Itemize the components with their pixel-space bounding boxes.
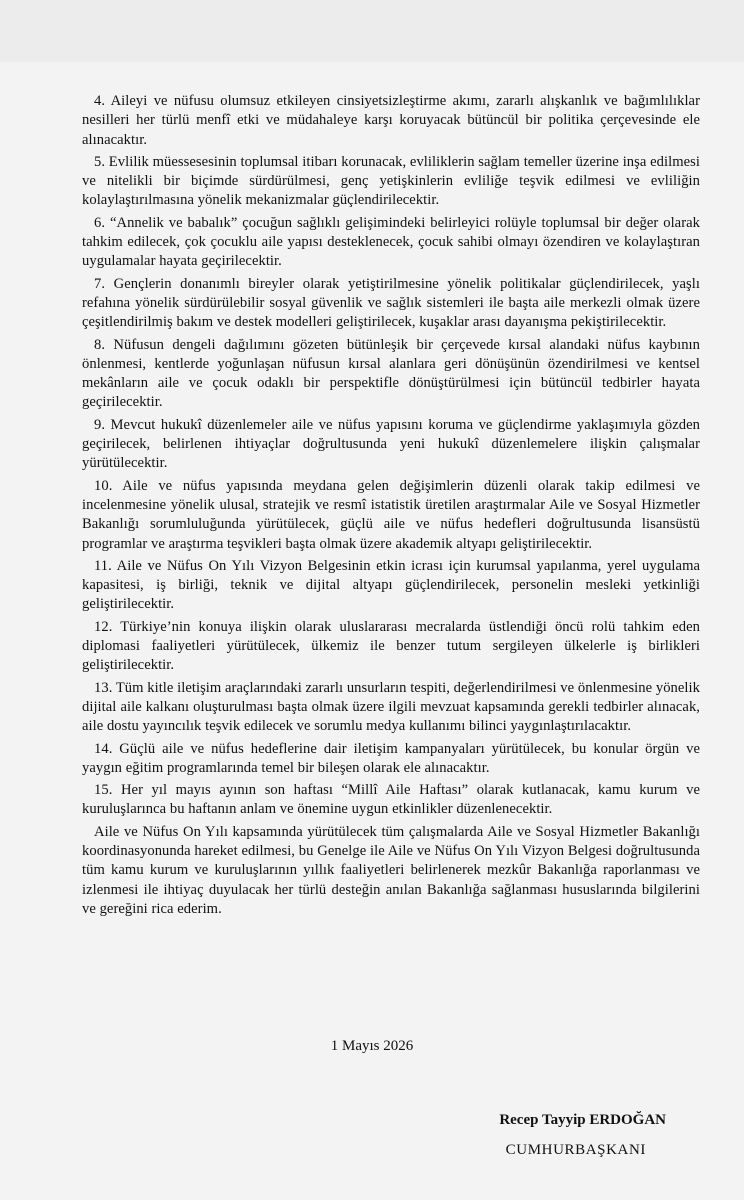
article-8: 8. Nüfusun dengeli dağılımını gözeten bütünleşik bir çerçevede kırsal alandaki nüfus kaybının önlenmesi, kentlerde yoğunlaşan nüfusun kırsal alanlara geri dönüşünün özendirilmesi ve kentsel mekânların aile ve çocuk odaklı bir perspektifle dönüştürülmesi için bütüncül tedbirler hayata geçirilecektir. (82, 336, 700, 411)
article-13: 13. Tüm kitle iletişim araçlarındaki zararlı unsurların tespiti, değerlendirilmesi ve önlenmesine yönelik dijital aile kalkanı oluşturulması başta olmak üzere ilgili mevzuat kapsamında gerekli tedbirler alınacak, aile dostu yayıncılık teşvik edilecek ve sorumlu medya kullanımı bilinci yaygınlaştırılacaktır. (82, 679, 700, 735)
signatory-title: CUMHURBAŞKANI (505, 1142, 646, 1158)
document-page (0, 62, 744, 1200)
article-4: 4. Aileyi ve nüfusu olumsuz etkileyen cinsiyetsizleştirme akımı, zararlı alışkanlık ve bağımlılıklar nesilleri her türlü menfî etki ve müdahaleye karşı koruyacak bütüncül bir politika çerçevesinde ele alınacaktır. (82, 93, 700, 148)
article-9: 9. Mevcut hukukî düzenlemeler aile ve nüfus yapısını koruma ve güçlendirme yaklaşımıyla gözden geçirilecek, belirlenen ihtiyaçlar doğrultusunda yeni hukukî düzenlemelere ilişkin çalışmalar yürütülecektir. (82, 416, 700, 472)
article-11: 11. Aile ve Nüfus On Yılı Vizyon Belgesinin etkin icrası için kurumsal yapılanma, yerel uygulama kapasitesi, iş birliği, teknik ve dijital altyapı güçlendirilecek, personelin mesleki yetkinliği geliştirilecektir. (82, 557, 700, 613)
article-5: 5. Evlilik müessesesinin toplumsal itibarı korunacak, evliliklerin sağlam temeller üzerine inşa edilmesi ve nitelikli bir biçimde sürdürülmesi, genç yetişkinlerin evliliğe teşvik edilmesi ve evliliğin kolaylaştırılmasına yönelik mekanizmalar güçlendirilecektir. (82, 153, 700, 209)
closing-paragraph: Aile ve Nüfus On Yılı kapsamında yürütülecek tüm çalışmalarda Aile ve Sosyal Hizmetler Bakanlığı koordinasyonunda hareket edilmesi, bu Genelge ile Aile ve Nüfus On Yılı Vizyon Belgesi doğrultusunda tüm kamu kurum ve kuruluşlarının yıllık faaliyetleri belirlenerek mezkûr Bakanlığa raporlanması ve izlenmesi ile ihtiyaç duyulacak her türlü desteğin anılan Bakanlığa sağlanması hususlarında bilgilerini ve gereğini rica ederim. (82, 823, 700, 917)
article-6: 6. “Annelik ve babalık” çocuğun sağlıklı gelişimindeki belirleyici rolüyle toplumsal bir değer olarak tahkim edilecek, çok çocuklu aile yapısı desteklenecek, çocuk sahibi olmayı özendiren ve kolaylaştıran uygulamalar hayata geçirilecektir. (82, 214, 700, 270)
top-margin-bar (0, 0, 744, 62)
article-15: 15. Her yıl mayıs ayının son haftası “Millî Aile Haftası” olarak kutlanacak, kamu kurum ve kuruluşlarınca bu haftanın anlam ve önemine uygun etkinlikler düzenlenecektir. (82, 782, 700, 818)
article-7: 7. Gençlerin donanımlı bireyler olarak yetiştirilmesine yönelik politikalar güçlendirilecek, yaşlı refahına yönelik sürdürülebilir sosyal güvenlik ve sağlık sistemleri ile başta aile merkezli olmak üzere çeşitlendirilmiş bakım ve destek modelleri geliştirilecek, kuşaklar arası dayanışma pekiştirilecektir. (82, 275, 700, 331)
article-14: 14. Güçlü aile ve nüfus hedeflerine dair iletişim kampanyaları yürütülecek, bu konular örgün ve yaygın eğitim programlarında temel bir bileşen olarak ele alınacaktır. (82, 740, 700, 776)
document-date: 1 Mayıs 2026 (330, 1038, 414, 1054)
document-body (82, 92, 700, 922)
article-10: 10. Aile ve nüfus yapısında meydana gelen değişimlerin düzenli olarak takip edilmesi ve incelenmesine yönelik ulusal, stratejik ve resmî istatistik üretilen araştırmalar Aile ve Sosyal Hizmetler Bakanlığı sorumluluğunda yürütülecek, güçlü aile ve nüfus hedefleri doğrultusunda lisansüstü programlar ve araştırma teşvikleri başta olmak üzere akademik altyapı geliştirilecektir. (82, 477, 700, 552)
signatory-name: Recep Tayyip ERDOĞAN (499, 1112, 666, 1128)
article-12: 12. Türkiye’nin konuya ilişkin olarak uluslararası mecralarda üstlendiği öncü rolü tahkim eden diplomasi faaliyetleri yürütülecek, ülkemiz ile benzer tutum sergileyen ülkelerle iş birlikleri geliştirilecektir. (82, 618, 700, 674)
